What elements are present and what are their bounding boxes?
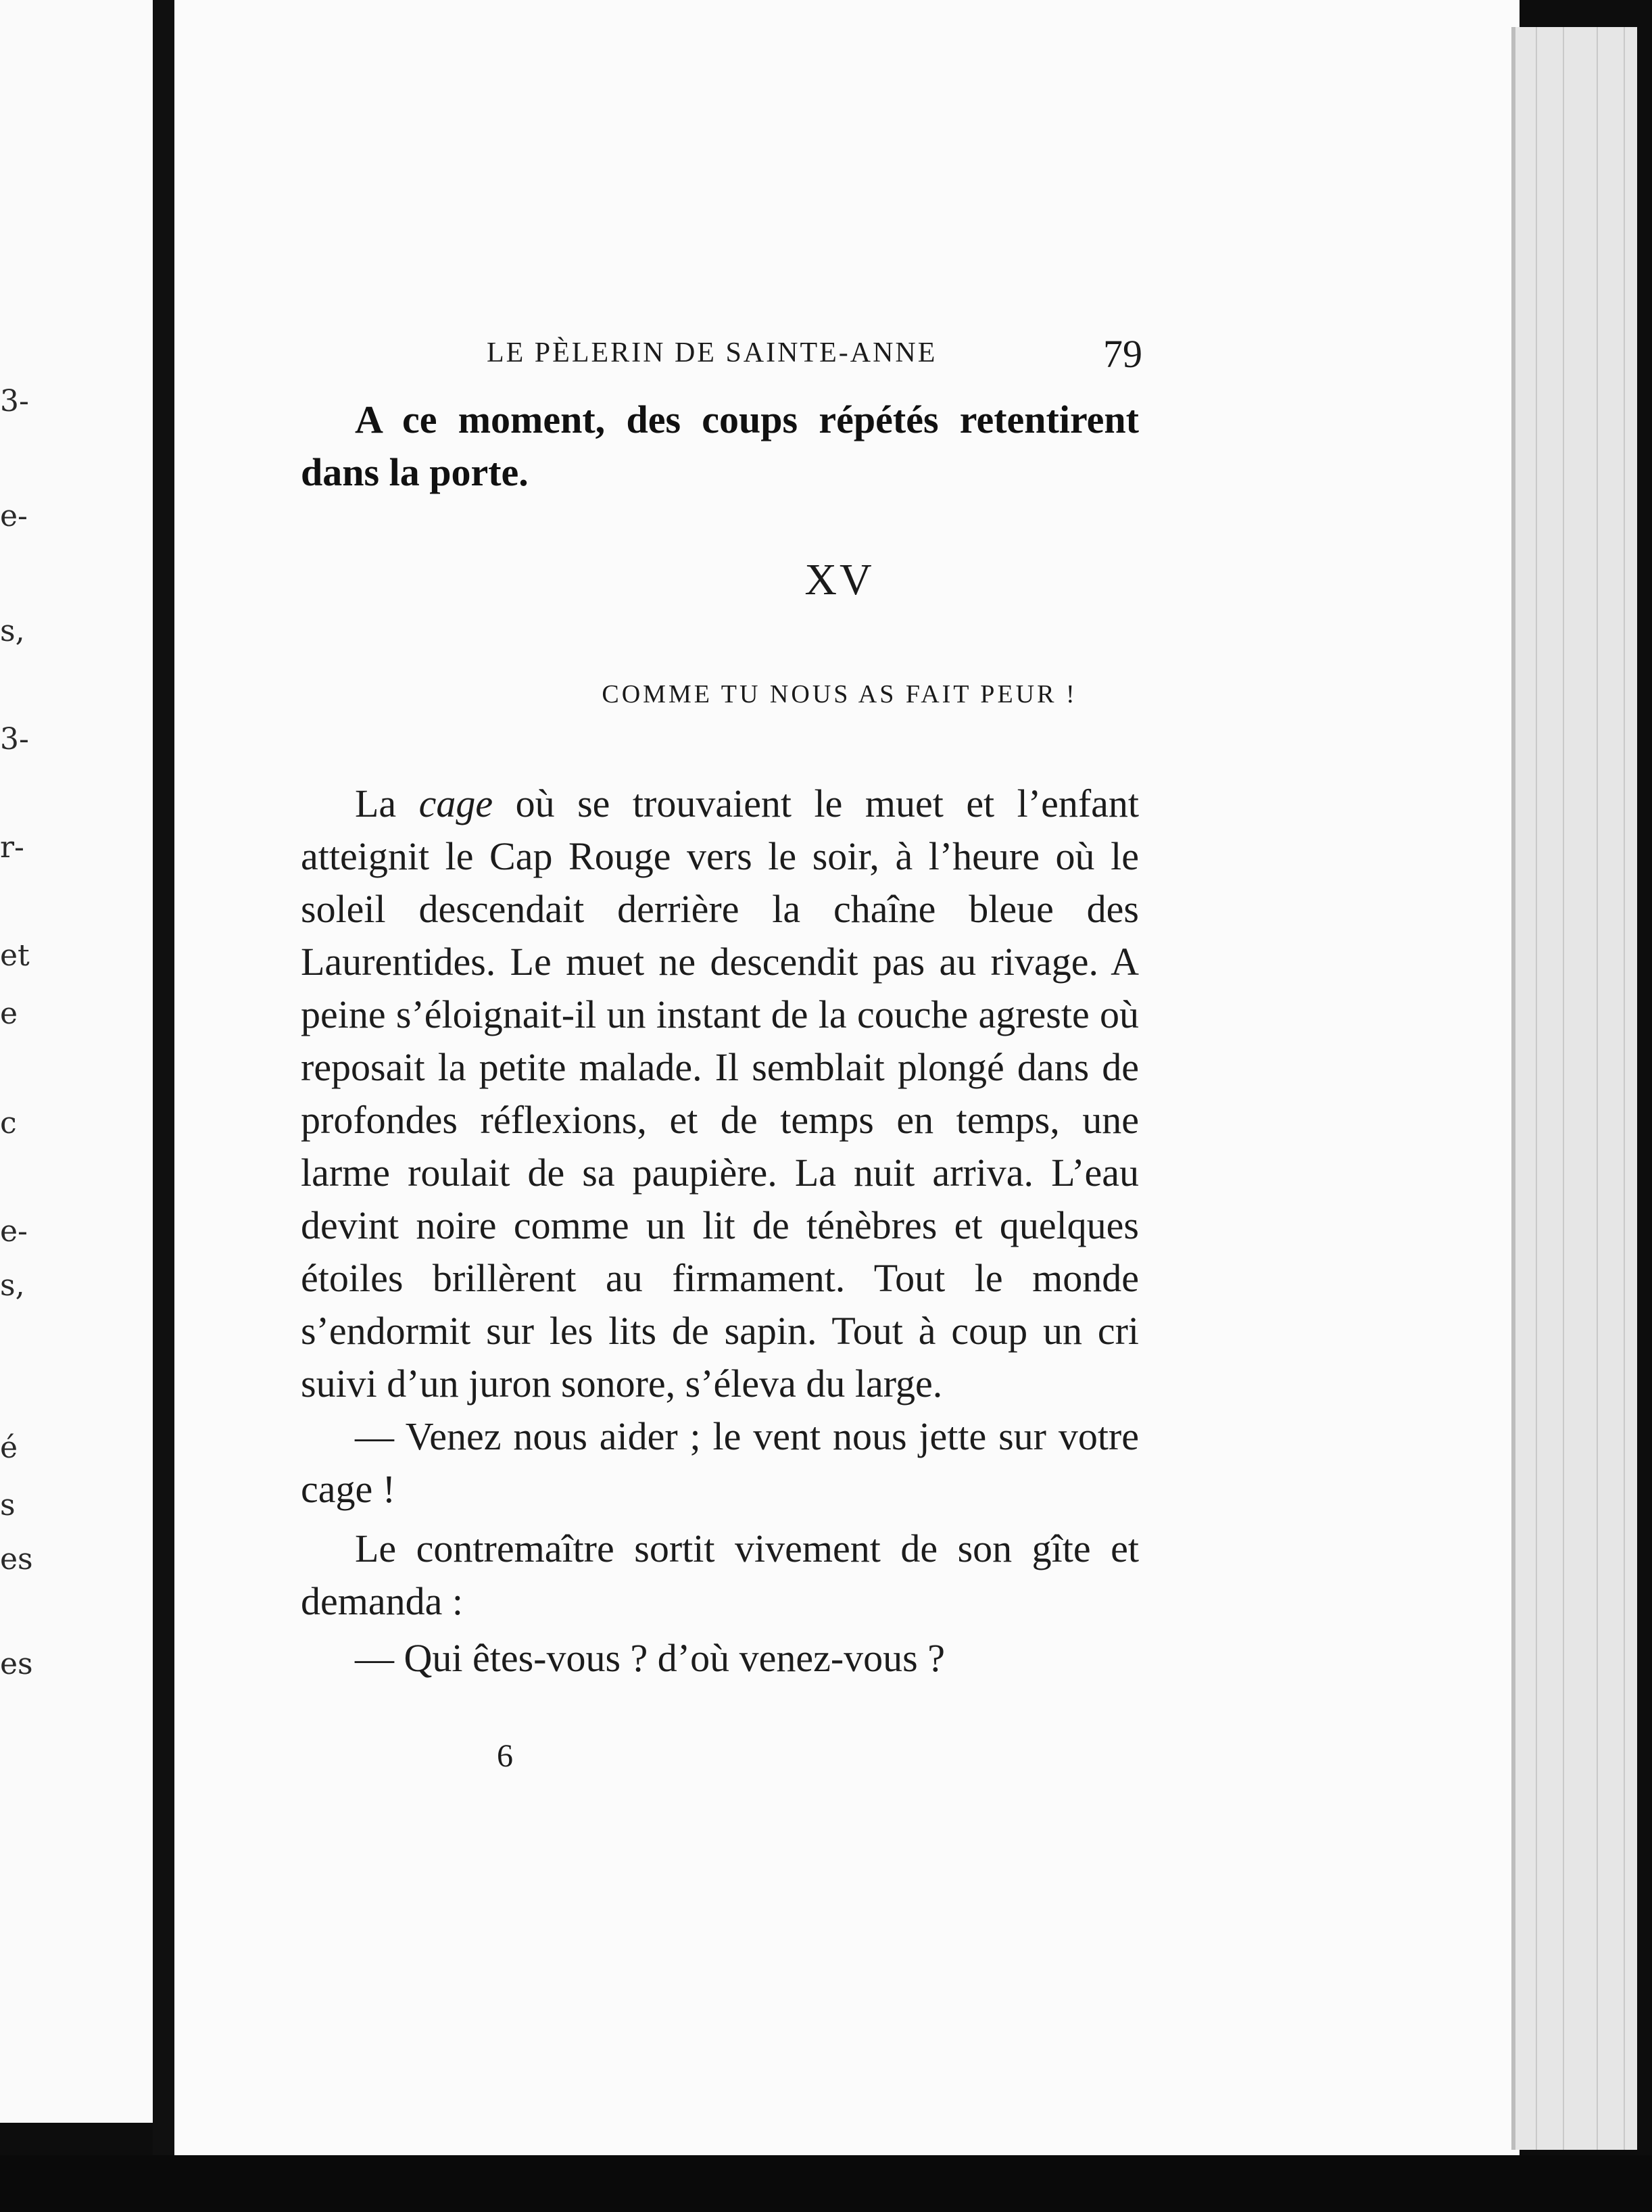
prev-page-line-end: s, bbox=[0, 614, 25, 648]
page-edge-line bbox=[1597, 27, 1598, 2150]
body-paragraph: Le contremaître sortit vivement de son gîte et demanda : bbox=[301, 1526, 1139, 1623]
prev-page-line-end: s bbox=[0, 1488, 16, 1522]
stacked-page-edges bbox=[1511, 27, 1637, 2150]
chapter-numeral: XV bbox=[804, 555, 875, 604]
prev-page-line-end: s, bbox=[0, 1268, 25, 1303]
prev-page-line-end: c bbox=[0, 1106, 17, 1140]
paragraph-rest: où se trouvaient le muet et l’enfant atteignit le Cap Rouge vers le soir, à l’heure où le soleil descendait derrière la chaîne bleue des Laurentides. Le muet ne descendit pas au rivage. A peine s’éloignait-il un instant de la couche agreste où reposait la petite malade. Il semblait plongé dans de profondes réflexions, et de temps en temps, une larme roulait de sa paupière. La nuit arriva. L’eau devint noire comme un lit de ténèbres et quelques étoiles brillèrent au firmament. Tout le monde s’endormit sur les lits de sapin. Tout à coup un cri suivi d’un juron sonore, s’éleva du large. bbox=[301, 782, 1139, 1405]
italic-word: cage bbox=[418, 782, 493, 825]
opening-paragraph bbox=[301, 393, 1139, 499]
printer-signature-mark: 6 bbox=[497, 1738, 513, 1774]
prev-page-line-end: et bbox=[0, 938, 30, 973]
body-paragraph bbox=[301, 777, 1139, 1410]
prev-page-line-end: es bbox=[0, 1542, 33, 1577]
page-header bbox=[487, 331, 1142, 379]
opening-sentence: A ce moment, des coups répétés retentirent dans la porte. bbox=[301, 398, 1139, 494]
paragraph-start: La bbox=[355, 782, 419, 825]
prev-page-line-end: e- bbox=[0, 1214, 28, 1249]
page-edge-line bbox=[1624, 27, 1625, 2150]
dialogue-paragraph: — Venez nous aider ; le vent nous jette sur votre cage ! bbox=[301, 1414, 1139, 1511]
chapter-body bbox=[301, 777, 1139, 1685]
previous-page-fragment bbox=[0, 0, 153, 2123]
prev-page-line-end: é bbox=[0, 1430, 18, 1465]
chapter-title: COMME TU NOUS AS FAIT PEUR ! bbox=[602, 680, 1077, 708]
dialogue-paragraph: — Qui êtes-vous ? d’où venez-vous ? bbox=[355, 1636, 945, 1680]
running-head: LE PÈLERIN DE SAINTE-ANNE bbox=[487, 337, 938, 368]
prev-page-line-end: 3- bbox=[0, 722, 29, 756]
page-number: 79 bbox=[1103, 332, 1142, 376]
page-edge-line bbox=[1536, 27, 1537, 2150]
scan-bottom-shadow bbox=[0, 2155, 1652, 2212]
page-edge-line bbox=[1563, 27, 1564, 2150]
prev-page-line-end: 3- bbox=[0, 384, 29, 418]
prev-page-line-end: e- bbox=[0, 499, 28, 533]
prev-page-line-end: es bbox=[0, 1647, 33, 1681]
prev-page-line-end: r- bbox=[0, 830, 24, 865]
prev-page-line-end: e bbox=[0, 996, 18, 1031]
